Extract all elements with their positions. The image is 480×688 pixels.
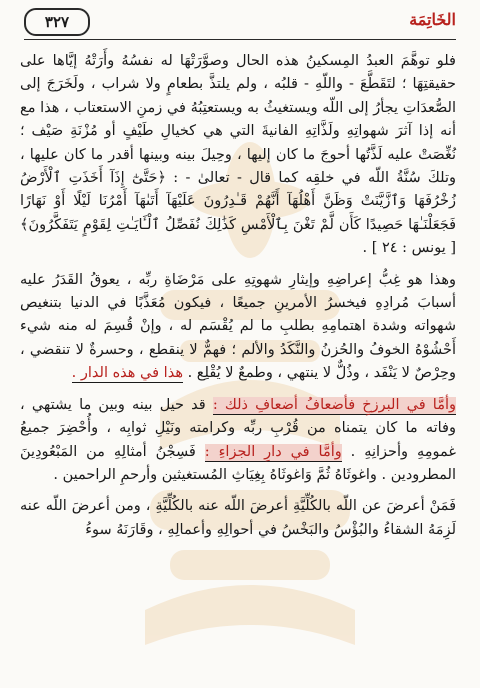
paragraph	[20, 269, 456, 386]
body-text: فَمَنْ أعرضَ عن اللّه بالكُلِّيَّةِ أعرضَ اللّه عنه بالكُلِّيَّةِ ، ومن أعرضَ اللّه عنه لَزِمَهُ الشقاءُ والبُؤْسُ والبَخْسُ في أحوالِهِ وأعمالِهِ ، وقَارَنَهُ سوءُ	[20, 498, 456, 538]
paragraph	[20, 394, 456, 488]
body-text: وهذا هو غِبُّ إعراضِهِ وإيثارِ شهوتِهِ على مَرْضَاةِ ربِّه ، يعوقُ القَدَرُ عليه أسبابَ مُرادِهِ فيخسرُ الأمرينِ جميعًا ، فيكون مُعَذَّبًا في الدنيا بتنغيص شهواته وشدة اهتمامِهِ بطلبِ ما لم يُقْسَم له ، وإنْ قُسِمَ له منه شيء أَحْشُوْهُ الخوفُ والحُزنُ والنَّكَدُ والألم ؛ فهمٌّ لا ينقطع ، وحسرةٌ لا تنقضي ، وحِرْصٌ لا يَنْفَد ، وذُلٌّ لا ينتهي ، وطمعٌ لا يُقْلِع .	[20, 271, 456, 382]
body-text: فلو توهَّمَ العبدُ المِسكينُ هذه الحال وصوَّرَتْهَا له نفسُهُ وأَرَتْهُ إيَّاها على حقيقتِهَا ؛ لتَقَطَّعَ - واللّهِ - قلبُه ، ولم يلتذَّ بطعامٍ ولا شراب ، ولَخَرَجَ إلى الصُّعدَاتِ يجأرُ إلى اللّه ويستغيثُ به ويستعتِبُهُ في زمنِ الاستعتاب ، هذا مع أنه إذا آثرَ شهواتِهِ ولَذَّاتِهِ الفانيةَ التي هي كخيالِ طَيْفٍ أو مُزْنَةِ صَيْف ؛ نُغِّصَتْ عليه لَذَّتُها أحوجَ ما كان إليها ، وحِيلَ بينه وبينها أقدر ما كان عليها ، وتلكَ سُنَّةُ اللّه في خلقِه كما قال - تعالىٰ - :	[20, 53, 456, 187]
section-heading: وأمَّا في دارِ الجزاءِ :	[204, 443, 342, 460]
quran-verse: ﴿حَتَّىٰٓ إِذَآ أَخَذَتِ ٱلْأَرْضُ زُخْرُفَهَا وَٱزَّيَّنَتْ وَظَنَّ أَهْلُهَآ أَنَّهُمْ قَـٰدِرُونَ عَلَيْهَآ أَتَىٰهَآ أَمْرُنَا لَيْلًا أَوْ نَهَارًا فَجَعَلْنَـٰهَا حَصِيدًا كَأَن لَّمْ تَغْنَ بِٱلْأَمْسِ كَذَٰلِكَ نُفَصِّلُ ٱلْـَٔايَـٰتِ لِقَوْمٍ يَتَفَكَّرُونَ﴾	[20, 170, 456, 233]
section-heading: وأمَّا في البرزخِ فأضعافُ أضعافِ ذلك :	[212, 396, 456, 413]
body-text: [ يونس : ٢٤ ] .	[362, 240, 456, 257]
paragraph	[20, 495, 456, 542]
emphasis-text: هذا في هذه الدار .	[71, 365, 183, 382]
body-text: قد حيل بينه وبين ما يشتهي ، وفاته ما كان يتمناه من قُرْبِ ربِّه وكرامته ونَيْلِ ثوابِه ، وأُحْضِرَ جميعُ غمومِهِ وأحزانِهِ .	[20, 396, 456, 460]
chapter-title: الخَاتِمَة	[409, 10, 456, 29]
page-number: ٣٢٧	[24, 8, 90, 36]
body-text: فَسِجْنُ أمثالِهِ من المَبْعُودِينَ المطرودين . واغوثَاهُ ثُمَّ وَاغوثَاهُ بِغِيَاثِ المُستغيثين وأرحمِ الراحمين .	[20, 443, 456, 483]
page-header	[24, 6, 456, 38]
header-rule	[24, 39, 456, 40]
paragraph	[20, 50, 456, 261]
main-text	[20, 50, 456, 542]
